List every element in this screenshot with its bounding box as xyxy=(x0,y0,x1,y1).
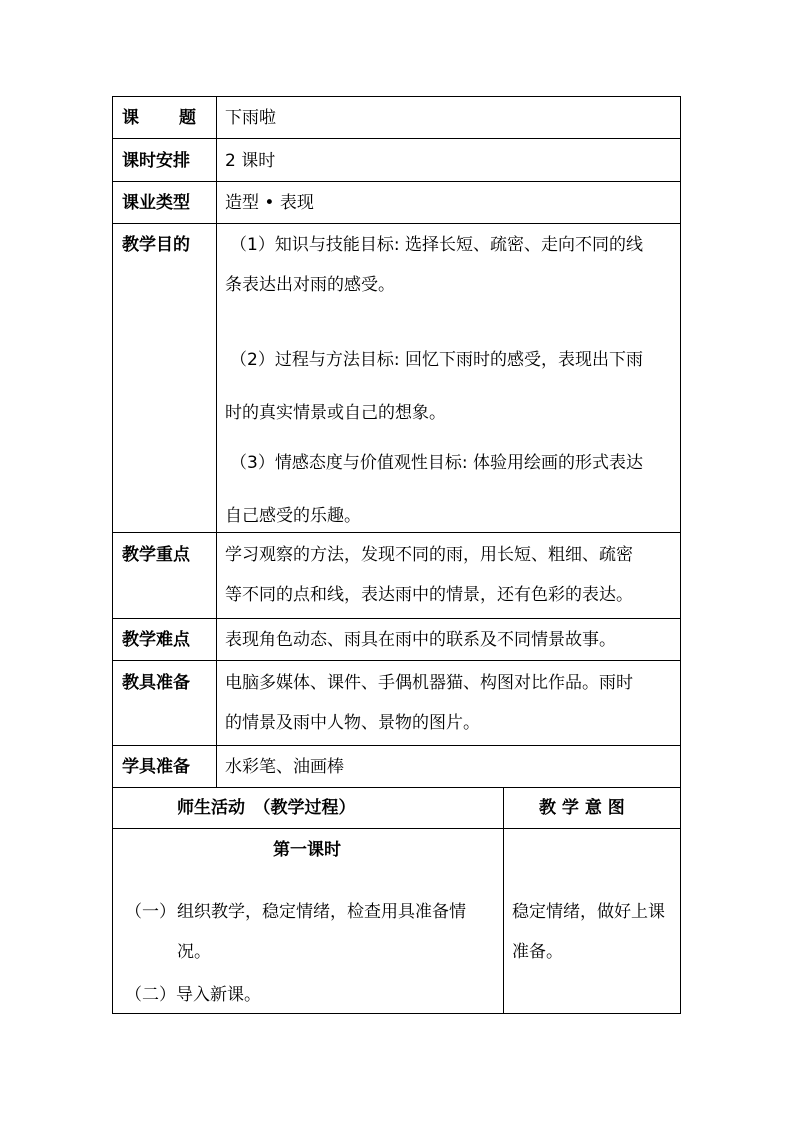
step-text: 况。 xyxy=(177,942,211,962)
row-divider xyxy=(113,745,680,746)
step-number: （一） xyxy=(125,902,176,922)
row-divider xyxy=(113,181,680,182)
objective-line: 条表达出对雨的感受。 xyxy=(225,275,395,295)
step-text: （二）导入新课。 xyxy=(125,985,261,1005)
objective-line: （1）知识与技能目标: 选择长短、疏密、走向不同的线 xyxy=(230,235,643,255)
row-value-topic: 下雨啦 xyxy=(225,108,276,128)
row-value-difficulties: 表现角色动态、雨具在雨中的联系及不同情景故事。 xyxy=(225,630,616,650)
row-label-key-points: 教学重点 xyxy=(122,545,190,565)
row-value-objectives xyxy=(225,225,677,536)
row-divider xyxy=(113,618,680,619)
row-label-topic: 课 题 xyxy=(122,108,196,128)
objective-line: 时的真实情景或自己的想象。 xyxy=(225,403,446,423)
objective-paragraph xyxy=(225,225,677,305)
teaching-aids-line: 的情景及雨中人物、景物的图片。 xyxy=(225,713,480,733)
key-point-line: 学习观察的方法，发现不同的雨，用长短、粗细、疏密 xyxy=(225,545,633,565)
objective-line: （3）情感态度与价值观性目标: 体验用绘画的形式表达 xyxy=(230,453,643,473)
label-column-divider xyxy=(216,97,217,787)
intent-text: 准备。 xyxy=(512,942,563,962)
objective-line: 自己感受的乐趣。 xyxy=(225,506,361,526)
row-label-student-supplies: 学具准备 xyxy=(122,757,190,777)
row-value-schedule: 2 课时 xyxy=(225,151,276,171)
intent-header: 教 学 意 图 xyxy=(539,798,625,818)
lesson-title: 第一课时 xyxy=(273,840,341,860)
row-value-teaching-aids xyxy=(225,663,677,743)
row-divider xyxy=(113,828,680,829)
row-label-objectives: 教学目的 xyxy=(122,235,190,255)
row-label-teaching-aids: 教具准备 xyxy=(122,673,190,693)
row-label-schedule: 课时安排 xyxy=(122,151,190,171)
process-header: 师生活动 （教学过程） xyxy=(177,798,356,818)
row-divider xyxy=(113,138,680,139)
row-divider xyxy=(113,787,680,788)
row-label-difficulties: 教学难点 xyxy=(122,630,190,650)
intent-text: 稳定情绪，做好上课 xyxy=(512,902,665,922)
intent-column-divider xyxy=(503,787,504,1014)
objective-line: （2）过程与方法目标: 回忆下雨时的感受，表现出下雨 xyxy=(230,350,643,370)
row-value-student-supplies: 水彩笔、油画棒 xyxy=(225,757,344,777)
row-value-type: 造型 • 表现 xyxy=(225,193,314,213)
objective-paragraph xyxy=(225,443,677,536)
step-text: 组织教学，稳定情绪，检查用具准备情 xyxy=(177,902,466,922)
row-divider xyxy=(113,660,680,661)
objective-paragraph xyxy=(225,340,677,433)
row-divider xyxy=(113,223,680,224)
teaching-aids-line: 电脑多媒体、课件、手偶机器猫、构图对比作品。雨时 xyxy=(225,673,633,693)
key-point-line: 等不同的点和线，表达雨中的情景，还有色彩的表达。 xyxy=(225,585,633,605)
row-label-type: 课业类型 xyxy=(122,193,190,213)
row-value-key-points xyxy=(225,535,677,615)
lesson-plan-table xyxy=(112,96,681,1014)
